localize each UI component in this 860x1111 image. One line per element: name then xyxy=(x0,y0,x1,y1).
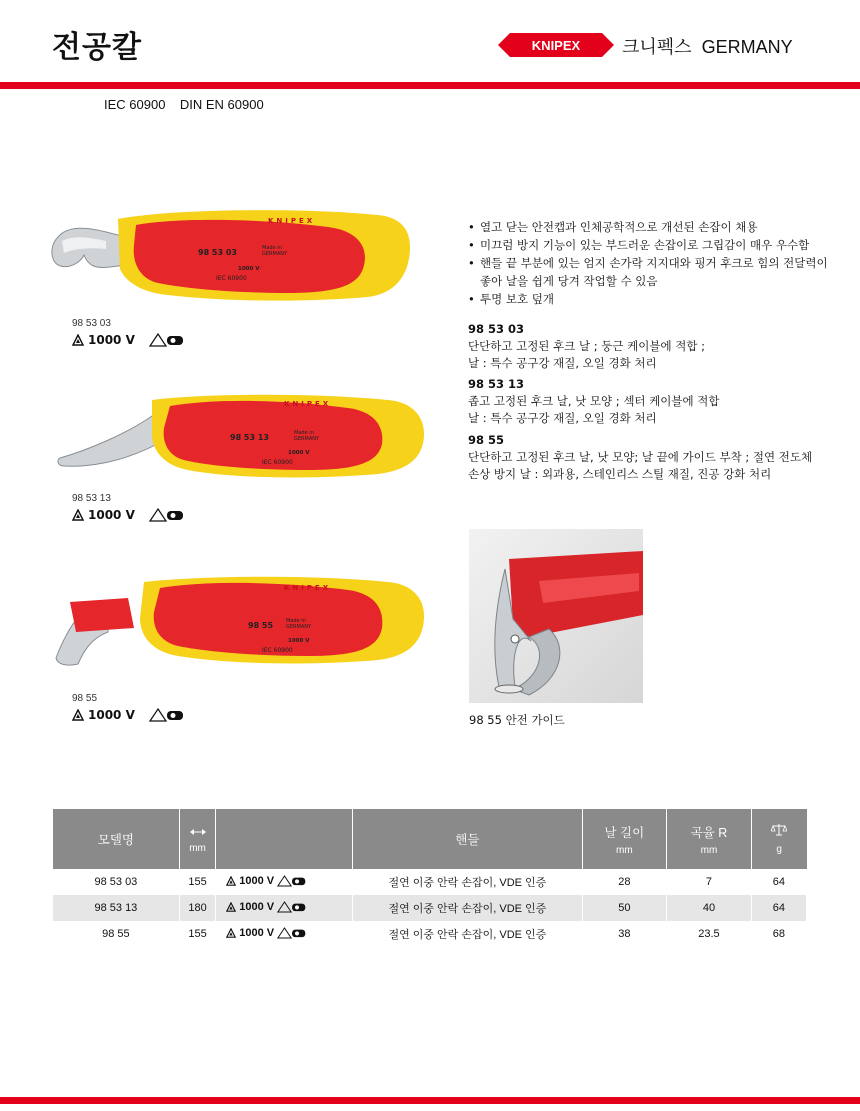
cell-weight: 64 xyxy=(751,869,806,895)
cell-radius: 7 xyxy=(667,869,752,895)
voltage-value: 1000 V xyxy=(88,708,135,722)
col-radius xyxy=(667,809,752,869)
vde-gs-mark-icon xyxy=(149,508,185,522)
product-caption-1: 98 53 03 xyxy=(72,318,111,329)
brand-korean: 크니펙스 xyxy=(622,37,692,58)
standards-text: IEC 60900 DIN EN 60900 xyxy=(104,97,264,112)
cell-weight: 64 xyxy=(751,895,806,921)
table-row xyxy=(53,869,807,895)
cell-handle: 절연 이중 안락 손잡이, VDE 인증 xyxy=(353,869,582,895)
knife-print-made: Made in xyxy=(262,245,282,251)
vde-gs-mark-icon xyxy=(149,333,185,347)
description-line: 단단하고 고정된 후크 날, 낫 모양; 날 끝에 가이드 부착 ; 절연 전도체 xyxy=(468,450,813,464)
radius-label: 곡율 R xyxy=(690,825,728,840)
cell-radius: 23.5 xyxy=(667,921,752,947)
weight-unit: g xyxy=(776,844,782,855)
knife-print-made: Made in xyxy=(286,618,306,624)
description-line: 날 : 특수 공구강 재질, 오일 경화 처리 xyxy=(468,356,657,370)
cell-voltage xyxy=(216,921,353,947)
description-98-53-13 xyxy=(468,376,838,427)
knife-print-std: IEC 60900 xyxy=(262,647,293,654)
knife-print-brand: KNIPEX xyxy=(284,584,332,592)
vde-gs-mark-icon xyxy=(277,875,307,887)
col-model: 모델명 xyxy=(53,809,179,869)
description-code: 98 53 03 xyxy=(468,322,525,336)
voltage-value: 1000 V xyxy=(88,508,135,522)
table-row xyxy=(53,895,807,921)
cell-blade: 28 xyxy=(582,869,667,895)
cell-blade: 50 xyxy=(582,895,667,921)
logo-text: KNIPEX xyxy=(531,38,581,53)
knife-98-53-13-image xyxy=(48,390,438,485)
brand-name xyxy=(622,33,793,59)
insulation-triangle-icon xyxy=(72,709,84,721)
footer-red-bar xyxy=(0,1097,860,1104)
feature-list xyxy=(468,218,828,308)
cell-length: 155 xyxy=(179,921,215,947)
knife-print-brand: KNIPEX xyxy=(268,217,316,225)
description-line: 단단하고 고정된 후크 날 ; 둥근 케이블에 적합 ; xyxy=(468,339,705,353)
length-unit: mm xyxy=(189,842,206,854)
cell-model: 98 53 03 xyxy=(53,869,179,895)
vde-gs-mark-icon xyxy=(277,901,307,913)
knife-print-code: 98 53 03 xyxy=(198,248,237,257)
table-row xyxy=(53,921,807,947)
voltage-rating-3 xyxy=(72,708,185,722)
insulation-triangle-icon xyxy=(72,509,84,521)
knife-print-std: IEC 60900 xyxy=(216,275,247,282)
description-line: 손상 방지 날 : 외과용, 스테인리스 스틸 재질, 진공 강화 처리 xyxy=(468,467,772,481)
col-blade-length xyxy=(582,809,667,869)
knife-print-country: GERMANY xyxy=(294,436,320,442)
safety-guide-photo xyxy=(469,529,643,703)
cell-voltage-value: 1000 V xyxy=(239,901,275,913)
insulation-triangle-icon xyxy=(226,928,236,938)
description-code: 98 53 13 xyxy=(468,377,525,391)
col-voltage xyxy=(216,809,353,869)
cell-voltage xyxy=(216,869,353,895)
col-length xyxy=(179,809,215,869)
description-98-53-03 xyxy=(468,321,838,372)
cell-handle: 절연 이중 안락 손잡이, VDE 인증 xyxy=(353,921,582,947)
col-weight xyxy=(751,809,806,869)
insulation-triangle-icon xyxy=(226,902,236,912)
knife-print-std: IEC 60900 xyxy=(262,459,293,466)
blade-label: 날 길이 xyxy=(604,825,645,840)
cell-length: 180 xyxy=(179,895,215,921)
knife-print-volt: 1000 V xyxy=(288,450,310,456)
cell-model: 98 55 xyxy=(53,921,179,947)
knife-98-55-image xyxy=(48,572,438,672)
brand-country: GERMANY xyxy=(701,37,793,57)
voltage-rating-1 xyxy=(72,333,185,347)
cell-voltage-value: 1000 V xyxy=(239,927,275,939)
blade-unit: mm xyxy=(615,844,633,856)
page-title: 전공칼 xyxy=(52,30,142,65)
voltage-rating-2 xyxy=(72,508,185,522)
knife-print-code: 98 55 xyxy=(248,621,274,630)
cell-handle: 절연 이중 안락 손잡이, VDE 인증 xyxy=(353,895,582,921)
cell-length: 155 xyxy=(179,869,215,895)
knipex-logo xyxy=(498,31,614,59)
vde-gs-mark-icon xyxy=(149,708,185,722)
spec-table xyxy=(53,809,807,947)
scale-icon xyxy=(771,823,787,837)
length-arrow-icon xyxy=(190,828,206,836)
knife-98-53-03-image xyxy=(48,205,418,310)
description-line: 좁고 고정된 후크 날, 낫 모양 ; 섹터 케이블에 적합 xyxy=(468,394,720,408)
description-98-55 xyxy=(468,432,838,483)
cell-model: 98 53 13 xyxy=(53,895,179,921)
insulation-triangle-icon xyxy=(72,334,84,346)
insulation-triangle-icon xyxy=(226,876,236,886)
feature-item: • 투명 보호 덮개 xyxy=(468,290,828,308)
knife-print-code: 98 53 13 xyxy=(230,433,269,442)
cell-blade: 38 xyxy=(582,921,667,947)
product-caption-2: 98 53 13 xyxy=(72,493,111,504)
vde-gs-mark-icon xyxy=(277,927,307,939)
product-caption-3: 98 55 xyxy=(72,693,98,704)
cell-radius: 40 xyxy=(667,895,752,921)
col-handle: 핸들 xyxy=(353,809,582,869)
knife-print-volt: 1000 V xyxy=(288,638,310,644)
knife-print-country: GERMANY xyxy=(262,251,288,257)
knife-print-brand: KNIPEX xyxy=(284,400,332,408)
feature-item: • 열고 닫는 안전캡과 인체공학적으로 개선된 손잡이 채용 xyxy=(468,218,828,236)
radius-unit: mm xyxy=(700,844,718,856)
cell-weight: 68 xyxy=(751,921,806,947)
cell-voltage xyxy=(216,895,353,921)
table-header-row xyxy=(53,809,807,869)
knife-print-country: GERMANY xyxy=(286,624,312,630)
knife-print-made: Made in xyxy=(294,430,314,436)
cell-voltage-value: 1000 V xyxy=(239,875,275,887)
description-line: 날 : 특수 공구강 재질, 오일 경화 처리 xyxy=(468,411,657,425)
voltage-value: 1000 V xyxy=(88,333,135,347)
feature-item: • 핸들 끝 부분에 있는 엄지 손가락 지지대와 핑거 후크로 힘의 전달력이 좋아 날을 쉽게 당겨 작업할 수 있음 xyxy=(468,254,828,290)
header-red-bar xyxy=(0,82,860,89)
knife-print-volt: 1000 V xyxy=(238,266,260,272)
feature-item: • 미끄럼 방지 기능이 있는 부드러운 손잡이로 그립감이 매우 우수함 xyxy=(468,236,828,254)
photo-caption: 98 55 안전 가이드 xyxy=(469,713,565,727)
description-code: 98 55 xyxy=(468,433,505,447)
